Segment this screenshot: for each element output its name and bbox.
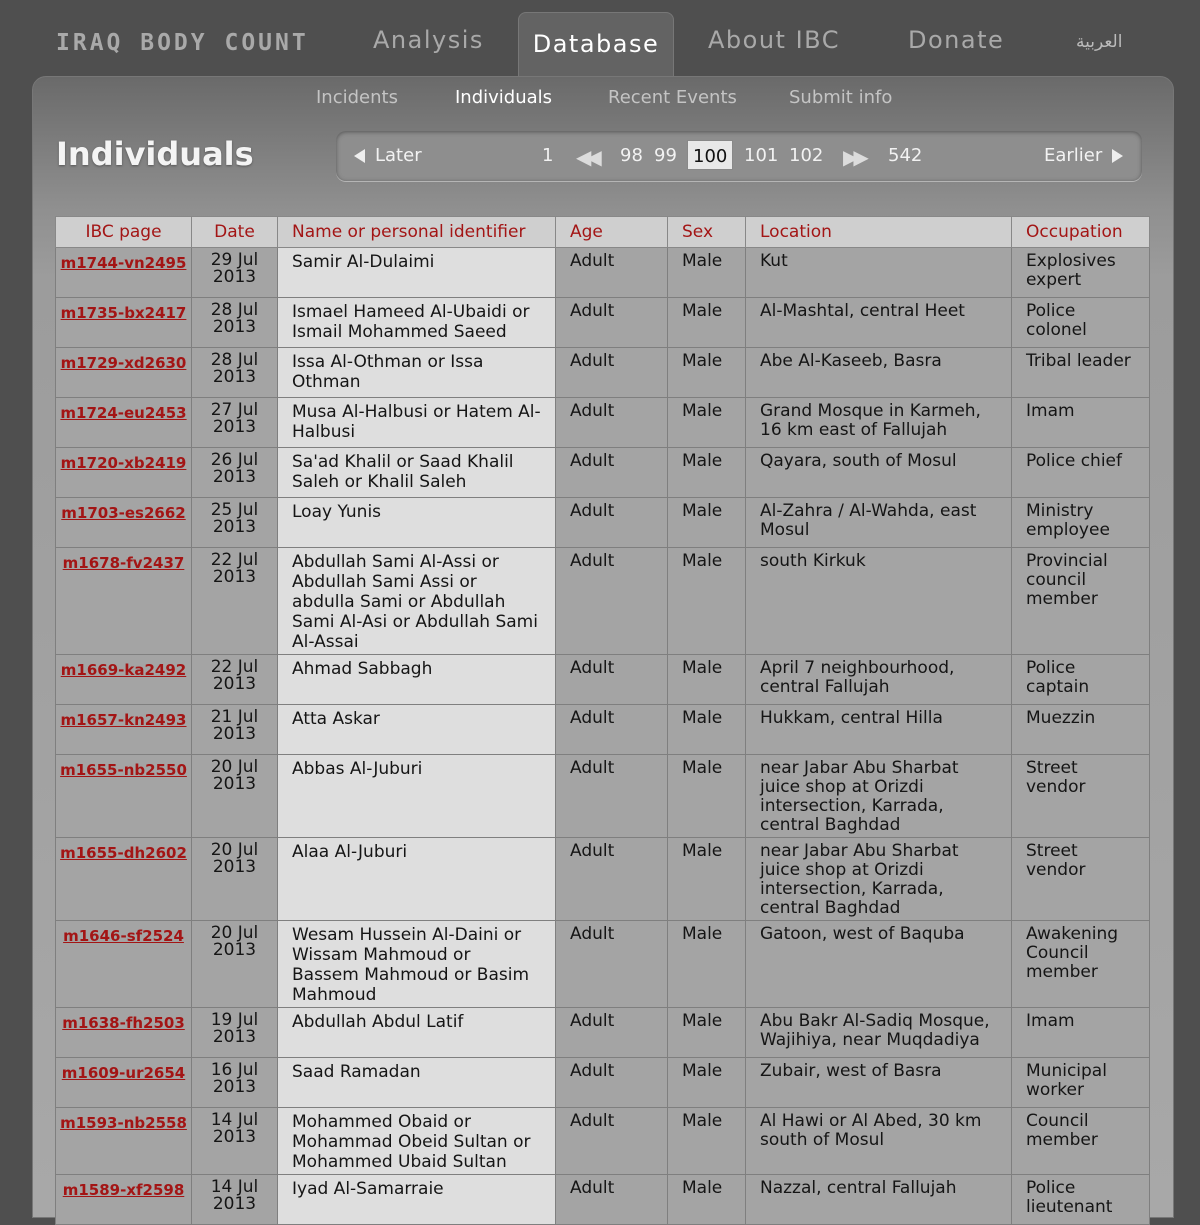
table-row (56, 755, 1150, 838)
ibc-page-link (56, 1058, 192, 1108)
pager-page-101[interactable]: 101 (744, 145, 779, 166)
table-row (56, 705, 1150, 755)
table-row (56, 838, 1150, 921)
name-cell: Loay Yunis (278, 498, 556, 548)
name-cell: Ismael Hameed Al-Ubaidi or Ismail Mohammed Saeed (278, 298, 556, 348)
pager-earlier[interactable] (1044, 145, 1123, 166)
age-cell: Adult (556, 498, 668, 548)
sex-cell: Male (668, 755, 746, 838)
ibc-page-link (56, 348, 192, 398)
name-cell: Issa Al-Othman or Issa Othman (278, 348, 556, 398)
location-cell: Hukkam, central Hilla (746, 705, 1012, 755)
name-cell: Alaa Al-Juburi (278, 838, 556, 921)
top-navigation (0, 0, 1200, 80)
ibc-page-link[interactable]: m1657-kn2493 (60, 711, 187, 729)
age-cell: Adult (556, 298, 668, 348)
occupation-cell: Street vendor (1012, 755, 1150, 838)
ibc-page-link[interactable]: m1678-fv2437 (62, 554, 185, 572)
ibc-page-link (56, 448, 192, 498)
sex-cell: Male (668, 348, 746, 398)
age-cell: Adult (556, 755, 668, 838)
occupation-cell: Street vendor (1012, 838, 1150, 921)
date-cell: 20 Jul 2013 (192, 921, 278, 1008)
name-cell: Ahmad Sabbagh (278, 655, 556, 705)
ibc-page-link[interactable]: m1638-fh2503 (62, 1014, 185, 1032)
sex-cell: Male (668, 298, 746, 348)
name-cell: Samir Al-Dulaimi (278, 248, 556, 298)
pager-current-page: 100 (687, 140, 733, 170)
arrow-right-icon (1112, 149, 1123, 163)
col-header-occupation[interactable]: Occupation (1012, 217, 1150, 248)
ibc-page-link[interactable]: m1646-sf2524 (63, 927, 184, 945)
location-cell: Al-Zahra / Al-Wahda, east Mosul (746, 498, 1012, 548)
occupation-cell: Municipal worker (1012, 1058, 1150, 1108)
occupation-cell: Council member (1012, 1108, 1150, 1175)
age-cell: Adult (556, 548, 668, 655)
age-cell: Adult (556, 1058, 668, 1108)
ibc-page-link[interactable]: m1593-nb2558 (60, 1114, 187, 1132)
subnav-individuals[interactable]: Individuals (455, 87, 553, 108)
age-cell: Adult (556, 448, 668, 498)
location-cell: April 7 neighbourhood, central Fallujah (746, 655, 1012, 705)
ibc-page-link (56, 705, 192, 755)
name-cell: Abbas Al-Juburi (278, 755, 556, 838)
occupation-cell: Police lieutenant (1012, 1175, 1150, 1225)
location-cell: Kut (746, 248, 1012, 298)
occupation-cell: Muezzin (1012, 705, 1150, 755)
table-row (56, 298, 1150, 348)
nav-tab-donate[interactable]: Donate (908, 26, 1005, 54)
occupation-cell: Police chief (1012, 448, 1150, 498)
table-row (56, 398, 1150, 448)
ibc-page-link (56, 298, 192, 348)
age-cell: Adult (556, 1108, 668, 1175)
age-cell: Adult (556, 655, 668, 705)
pager-later[interactable] (354, 145, 422, 166)
sex-cell: Male (668, 498, 746, 548)
date-cell: 20 Jul 2013 (192, 755, 278, 838)
pager-last-page[interactable]: 542 (888, 145, 923, 166)
ibc-page-link (56, 1008, 192, 1058)
table-row (56, 498, 1150, 548)
sex-cell: Male (668, 1058, 746, 1108)
location-cell: Qayara, south of Mosul (746, 448, 1012, 498)
age-cell: Adult (556, 838, 668, 921)
fast-forward-icon[interactable]: ▶▶ (843, 145, 864, 169)
table-row (56, 248, 1150, 298)
subnav-submit-info[interactable]: Submit info (789, 87, 893, 108)
pager-page-102[interactable]: 102 (789, 145, 824, 166)
sex-cell: Male (668, 448, 746, 498)
ibc-page-link (56, 755, 192, 838)
date-cell: 16 Jul 2013 (192, 1058, 278, 1108)
ibc-page-link (56, 655, 192, 705)
occupation-cell: Imam (1012, 1008, 1150, 1058)
pagination-bar (336, 131, 1142, 181)
sex-cell: Male (668, 398, 746, 448)
date-cell: 22 Jul 2013 (192, 655, 278, 705)
ibc-page-link (56, 248, 192, 298)
ibc-page-link[interactable]: m1655-nb2550 (60, 761, 187, 779)
table-row (56, 921, 1150, 1008)
nav-tab-database[interactable]: Database (518, 12, 674, 82)
col-header-date[interactable]: Date (192, 217, 278, 248)
ibc-page-link[interactable]: m1729-xd2630 (60, 354, 187, 372)
age-cell: Adult (556, 1008, 668, 1058)
subnav-recent-events[interactable]: Recent Events (608, 87, 737, 108)
sex-cell: Male (668, 1108, 746, 1175)
nav-tab-analysis[interactable]: Analysis (373, 26, 484, 54)
location-cell: Gatoon, west of Baquba (746, 921, 1012, 1008)
date-cell: 21 Jul 2013 (192, 705, 278, 755)
ibc-page-link[interactable]: m1744-vn2495 (60, 254, 187, 272)
location-cell: Abe Al-Kaseeb, Basra (746, 348, 1012, 398)
occupation-cell: Tribal leader (1012, 348, 1150, 398)
name-cell: Iyad Al-Samarraie (278, 1175, 556, 1225)
location-cell: Nazzal, central Fallujah (746, 1175, 1012, 1225)
name-cell: Mohammed Obaid or Mohammad Obeid Sultan or Mohammed Ubaid Sultan (278, 1108, 556, 1175)
name-cell: Atta Askar (278, 705, 556, 755)
nav-tab-about[interactable]: About IBC (708, 26, 840, 54)
occupation-cell: Ministry employee (1012, 498, 1150, 548)
age-cell: Adult (556, 348, 668, 398)
ibc-page-link[interactable]: m1724-eu2453 (60, 404, 187, 422)
name-cell: Abdullah Abdul Latif (278, 1008, 556, 1058)
location-cell: Grand Mosque in Karmeh, 16 km east of Fallujah (746, 398, 1012, 448)
pager-first-page[interactable]: 1 (542, 145, 554, 166)
sex-cell: Male (668, 655, 746, 705)
name-cell: Wesam Hussein Al-Daini or Wissam Mahmoud or Bassem Mahmoud or Basim Mahmoud (278, 921, 556, 1008)
age-cell: Adult (556, 1175, 668, 1225)
table-row (56, 348, 1150, 398)
sex-cell: Male (668, 838, 746, 921)
table-row (56, 655, 1150, 705)
ibc-page-link[interactable]: m1703-es2662 (61, 504, 186, 522)
occupation-cell: Awakening Council member (1012, 921, 1150, 1008)
ibc-page-link[interactable]: m1735-bx2417 (60, 304, 187, 322)
occupation-cell: Explosives expert (1012, 248, 1150, 298)
col-header-ibc-page[interactable]: IBC page (56, 217, 192, 248)
table-header-row (56, 217, 1150, 248)
date-cell: 28 Jul 2013 (192, 298, 278, 348)
ibc-page-link (56, 548, 192, 655)
location-cell: Abu Bakr Al-Sadiq Mosque, Wajihiya, near Muqdadiya (746, 1008, 1012, 1058)
col-header-name[interactable]: Name or personal identifier (278, 217, 556, 248)
ibc-page-link[interactable]: m1669-ka2492 (60, 661, 187, 679)
ibc-page-link (56, 1108, 192, 1175)
pager-earlier-label: Earlier (1044, 145, 1103, 166)
location-cell: Zubair, west of Basra (746, 1058, 1012, 1108)
pager-page-98[interactable]: 98 (620, 145, 643, 166)
occupation-cell: Police colonel (1012, 298, 1150, 348)
pager-later-label: Later (375, 145, 422, 166)
name-cell: Abdullah Sami Al-Assi or Abdullah Sami Assi or abdulla Sami or Abdullah Sami Al-Asi or Abdullah Sami Al-Assai (278, 548, 556, 655)
col-header-sex[interactable]: Sex (668, 217, 746, 248)
subnav-incidents[interactable]: Incidents (316, 87, 398, 108)
arabic-language-link[interactable]: العربية (1076, 32, 1123, 52)
site-brand[interactable]: IRAQ BODY COUNT (56, 30, 309, 56)
date-cell: 25 Jul 2013 (192, 498, 278, 548)
date-cell: 26 Jul 2013 (192, 448, 278, 498)
col-header-location[interactable]: Location (746, 217, 1012, 248)
sex-cell: Male (668, 921, 746, 1008)
date-cell: 14 Jul 2013 (192, 1175, 278, 1225)
age-cell: Adult (556, 248, 668, 298)
ibc-page-link (56, 921, 192, 1008)
pager-page-99[interactable]: 99 (654, 145, 677, 166)
table-row (56, 1058, 1150, 1108)
page-title: Individuals (56, 135, 254, 173)
location-cell: Al-Mashtal, central Heet (746, 298, 1012, 348)
name-cell: Saad Ramadan (278, 1058, 556, 1108)
ibc-page-link[interactable]: m1609-ur2654 (61, 1064, 186, 1082)
table-row (56, 448, 1150, 498)
ibc-page-link (56, 398, 192, 448)
sex-cell: Male (668, 1008, 746, 1058)
individuals-table (55, 216, 1150, 1225)
ibc-page-link (56, 838, 192, 921)
sex-cell: Male (668, 705, 746, 755)
name-cell: Sa'ad Khalil or Saad Khalil Saleh or Khalil Saleh (278, 448, 556, 498)
date-cell: 22 Jul 2013 (192, 548, 278, 655)
date-cell: 28 Jul 2013 (192, 348, 278, 398)
occupation-cell: Police captain (1012, 655, 1150, 705)
table-row (56, 548, 1150, 655)
name-cell: Musa Al-Halbusi or Hatem Al-Halbusi (278, 398, 556, 448)
date-cell: 29 Jul 2013 (192, 248, 278, 298)
table-row (56, 1008, 1150, 1058)
date-cell: 14 Jul 2013 (192, 1108, 278, 1175)
ibc-page-link[interactable]: m1655-dh2602 (60, 844, 187, 862)
sex-cell: Male (668, 548, 746, 655)
ibc-page-link (56, 498, 192, 548)
occupation-cell: Imam (1012, 398, 1150, 448)
table-row (56, 1108, 1150, 1175)
date-cell: 20 Jul 2013 (192, 838, 278, 921)
location-cell: Al Hawi or Al Abed, 30 km south of Mosul (746, 1108, 1012, 1175)
location-cell: near Jabar Abu Sharbat juice shop at Orizdi intersection, Karrada, central Baghdad (746, 838, 1012, 921)
location-cell: near Jabar Abu Sharbat juice shop at Orizdi intersection, Karrada, central Baghdad (746, 755, 1012, 838)
location-cell: south Kirkuk (746, 548, 1012, 655)
col-header-age[interactable]: Age (556, 217, 668, 248)
arrow-left-icon (354, 149, 365, 163)
sex-cell: Male (668, 1175, 746, 1225)
age-cell: Adult (556, 921, 668, 1008)
age-cell: Adult (556, 705, 668, 755)
rewind-icon[interactable]: ◀◀ (576, 145, 597, 169)
ibc-page-link[interactable]: m1589-xf2598 (62, 1181, 185, 1199)
age-cell: Adult (556, 398, 668, 448)
ibc-page-link[interactable]: m1720-xb2419 (60, 454, 187, 472)
sex-cell: Male (668, 248, 746, 298)
date-cell: 19 Jul 2013 (192, 1008, 278, 1058)
date-cell: 27 Jul 2013 (192, 398, 278, 448)
occupation-cell: Provincial council member (1012, 548, 1150, 655)
